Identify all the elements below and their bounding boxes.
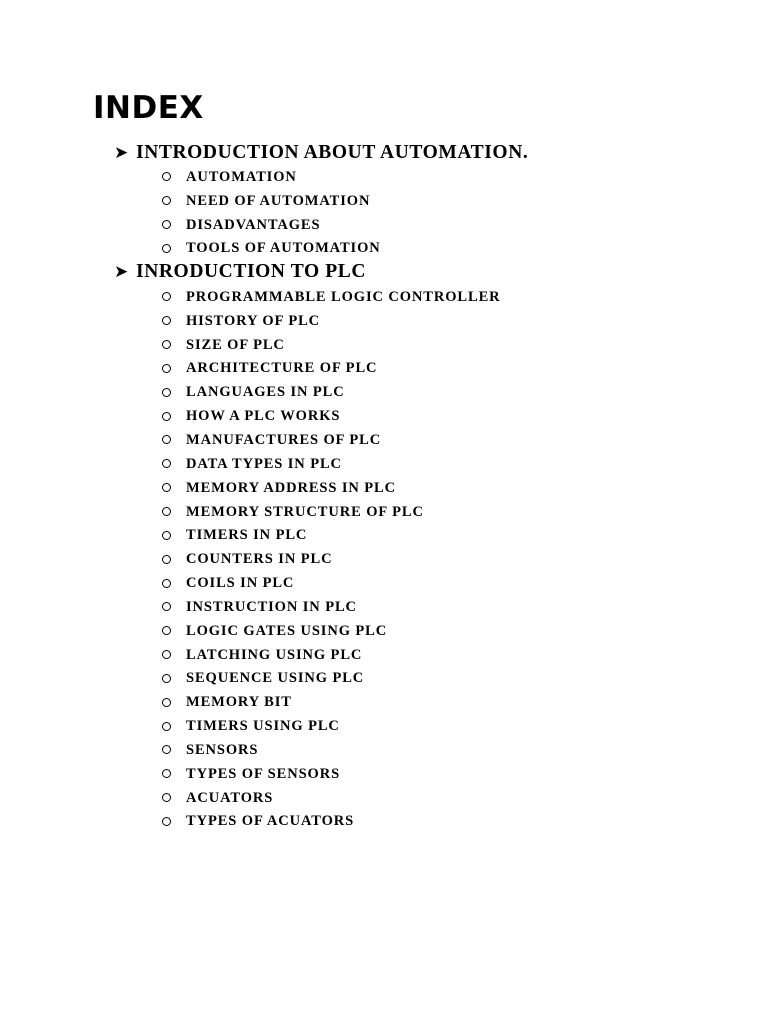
list-item xyxy=(160,213,381,237)
list-item xyxy=(160,165,381,189)
hollow-circle-bullet-icon xyxy=(162,435,171,444)
list-item-label: MEMORY BIT xyxy=(186,694,292,711)
hollow-circle-bullet-icon xyxy=(162,555,171,564)
list-item xyxy=(160,523,501,547)
hollow-circle-bullet-icon xyxy=(162,483,171,492)
section-items-automation xyxy=(160,165,381,260)
list-item-label: DATA TYPES IN PLC xyxy=(186,455,342,472)
hollow-circle-bullet-icon xyxy=(162,722,171,731)
list-item xyxy=(160,690,501,714)
list-item xyxy=(160,333,501,357)
list-item xyxy=(160,285,501,309)
hollow-circle-bullet-icon xyxy=(162,650,171,659)
list-item xyxy=(160,189,381,213)
list-item-label: TIMERS IN PLC xyxy=(186,527,308,544)
list-item xyxy=(160,500,501,524)
page-title: INDEX xyxy=(93,90,204,126)
section-heading-label: INRODUCTION TO PLC xyxy=(136,261,367,282)
hollow-circle-bullet-icon xyxy=(162,626,171,635)
list-item xyxy=(160,571,501,595)
hollow-circle-bullet-icon xyxy=(162,602,171,611)
list-item xyxy=(160,380,501,404)
list-item xyxy=(160,810,501,834)
hollow-circle-bullet-icon xyxy=(162,364,171,373)
list-item-label: DISADVANTAGES xyxy=(186,216,321,233)
list-item-label: MEMORY ADDRESS IN PLC xyxy=(186,479,396,496)
list-item-label: TOOLS OF AUTOMATION xyxy=(186,240,381,257)
list-item xyxy=(160,404,501,428)
arrowhead-bullet-icon: ➤ xyxy=(114,143,129,163)
hollow-circle-bullet-icon xyxy=(162,674,171,683)
arrowhead-bullet-icon: ➤ xyxy=(114,262,129,282)
hollow-circle-bullet-icon xyxy=(162,340,171,349)
list-item-label: ARCHITECTURE OF PLC xyxy=(186,360,378,377)
list-item-label: LANGUAGES IN PLC xyxy=(186,384,345,401)
list-item xyxy=(160,309,501,333)
list-item xyxy=(160,237,381,261)
list-item xyxy=(160,476,501,500)
hollow-circle-bullet-icon xyxy=(162,388,171,397)
list-item xyxy=(160,357,501,381)
section-items-plc xyxy=(160,285,501,833)
list-item-label: COUNTERS IN PLC xyxy=(186,551,333,568)
hollow-circle-bullet-icon xyxy=(162,220,171,229)
list-item-label: SIZE OF PLC xyxy=(186,336,285,353)
list-item xyxy=(160,428,501,452)
list-item-label: LOGIC GATES USING PLC xyxy=(186,622,388,639)
list-item xyxy=(160,762,501,786)
hollow-circle-bullet-icon xyxy=(162,292,171,301)
section-heading-automation xyxy=(114,141,528,165)
list-item xyxy=(160,786,501,810)
list-item xyxy=(160,667,501,691)
list-item xyxy=(160,643,501,667)
list-item-label: LATCHING USING PLC xyxy=(186,646,363,663)
hollow-circle-bullet-icon xyxy=(162,531,171,540)
list-item-label: PROGRAMMABLE LOGIC CONTROLLER xyxy=(186,288,501,305)
list-item-label: SEQUENCE USING PLC xyxy=(186,670,365,687)
hollow-circle-bullet-icon xyxy=(162,507,171,516)
list-item xyxy=(160,595,501,619)
hollow-circle-bullet-icon xyxy=(162,412,171,421)
section-heading-plc xyxy=(114,260,366,284)
list-item-label: HISTORY OF PLC xyxy=(186,312,321,329)
hollow-circle-bullet-icon xyxy=(162,769,171,778)
list-item-label: TYPES OF SENSORS xyxy=(186,765,341,782)
list-item xyxy=(160,452,501,476)
hollow-circle-bullet-icon xyxy=(162,698,171,707)
list-item-label: HOW A PLC WORKS xyxy=(186,408,341,425)
hollow-circle-bullet-icon xyxy=(162,745,171,754)
hollow-circle-bullet-icon xyxy=(162,579,171,588)
list-item-label: INSTRUCTION IN PLC xyxy=(186,598,357,615)
hollow-circle-bullet-icon xyxy=(162,817,171,826)
list-item-label: TYPES OF ACUATORS xyxy=(186,813,355,830)
hollow-circle-bullet-icon xyxy=(162,244,171,253)
list-item xyxy=(160,619,501,643)
section-heading-label: INTRODUCTION ABOUT AUTOMATION. xyxy=(136,142,529,163)
list-item xyxy=(160,714,501,738)
list-item-label: AUTOMATION xyxy=(186,168,297,185)
hollow-circle-bullet-icon xyxy=(162,172,171,181)
hollow-circle-bullet-icon xyxy=(162,196,171,205)
hollow-circle-bullet-icon xyxy=(162,459,171,468)
list-item-label: MEMORY STRUCTURE OF PLC xyxy=(186,503,424,520)
list-item-label: NEED OF AUTOMATION xyxy=(186,192,371,209)
hollow-circle-bullet-icon xyxy=(162,793,171,802)
hollow-circle-bullet-icon xyxy=(162,316,171,325)
list-item-label: COILS IN PLC xyxy=(186,575,295,592)
list-item-label: TIMERS USING PLC xyxy=(186,718,340,735)
list-item xyxy=(160,547,501,571)
list-item xyxy=(160,738,501,762)
list-item-label: SENSORS xyxy=(186,741,259,758)
list-item-label: MANUFACTURES OF PLC xyxy=(186,431,382,448)
list-item-label: ACUATORS xyxy=(186,789,274,806)
